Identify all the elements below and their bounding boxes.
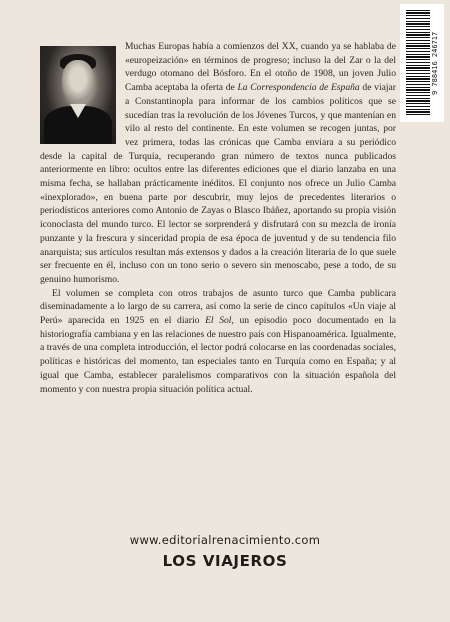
isbn-barcode — [400, 4, 444, 122]
barcode-digits: 9 788416 246717 — [431, 31, 439, 95]
back-cover-text — [40, 40, 396, 396]
paragraph-1-text-a: Muchas Europas había a comienzos del XX, cuando ya se hablaba de «europeización» en términos de progreso; incluso la del Zar o la del verdugo otomano del Bósforo. En el otoño de 1908, un joven Julio Camba aceptaba la oferta de — [125, 41, 396, 94]
paragraph-2 — [40, 287, 396, 397]
paragraph-1-text-b: de viajar a Constantinopla para informar de los cambios políticos que se sucedían tras la revolución de los Jóvenes Turcos, y que mantenían en vilo al resto del continente. En este volumen se recogen juntas, por vez primera, todas las crónicas que Camba enviara a su periódico desde la capital de Turquía, recuperando gran número de textos nunca publicados anteriormente en libro: ocultos entre las diferentes ediciones que el diario lanzaba en una misma fecha, se hallaban prácticamente inéditos. El conjunto nos ofrece un Julio Camba «inexplorado», en buena parte por descubrir, muy lejos de precedentes literarios o periodísticos anteriores como Antonio de Zayas o Blasco Ibáñez, aportando su propia visión iconoclasta del mundo turco. El lector se sorprenderá y disfrutará con su mezcla de ironía punzante y la frescura y sinceridad propia de esa época de juventud y de su tendencia filo anarquista; sus artículos resultan más extensos y dados a la creación literaria de lo que suele ser frecuente en él, incluso con un tono serio o severo sin menoscabo, pese a todo, de su genuino humorismo. — [40, 82, 396, 285]
barcode-bars — [406, 10, 430, 116]
publisher-website: www.editorialrenacimiento.com — [129, 533, 321, 547]
newspaper-title-el-sol: El Sol — [205, 315, 232, 327]
paragraph-1 — [40, 40, 396, 287]
series-name: LOS VIAJEROS — [162, 552, 288, 570]
newspaper-title-correspondencia: La Correspondencia de España — [237, 82, 360, 94]
paragraph-2-text-b: , un episodio poco documentado en la historiografía cambiana y en las relaciones de nuestro país con Hispanoamérica. Igualmente, a través de una completa introducción, el lector podrá colocarse en las coordenadas sociales, políticas e históricas del momento, tan especiales tanto en Turquía como en España; y al igual que Camba, establecer paralelismos comparativos con la situación española del momento y con nuestra propia situación política actual. — [40, 315, 396, 395]
paragraph-2-text-a: El volumen se completa con otros trabajos de asunto turco que Camba publicara diseminadamente a lo largo de su carrera, así como la serie de cinco capítulos «Un viaje al Perú» aparecida en 1925 en el diario — [40, 287, 396, 327]
author-portrait — [40, 46, 116, 144]
portrait-face — [62, 60, 94, 102]
